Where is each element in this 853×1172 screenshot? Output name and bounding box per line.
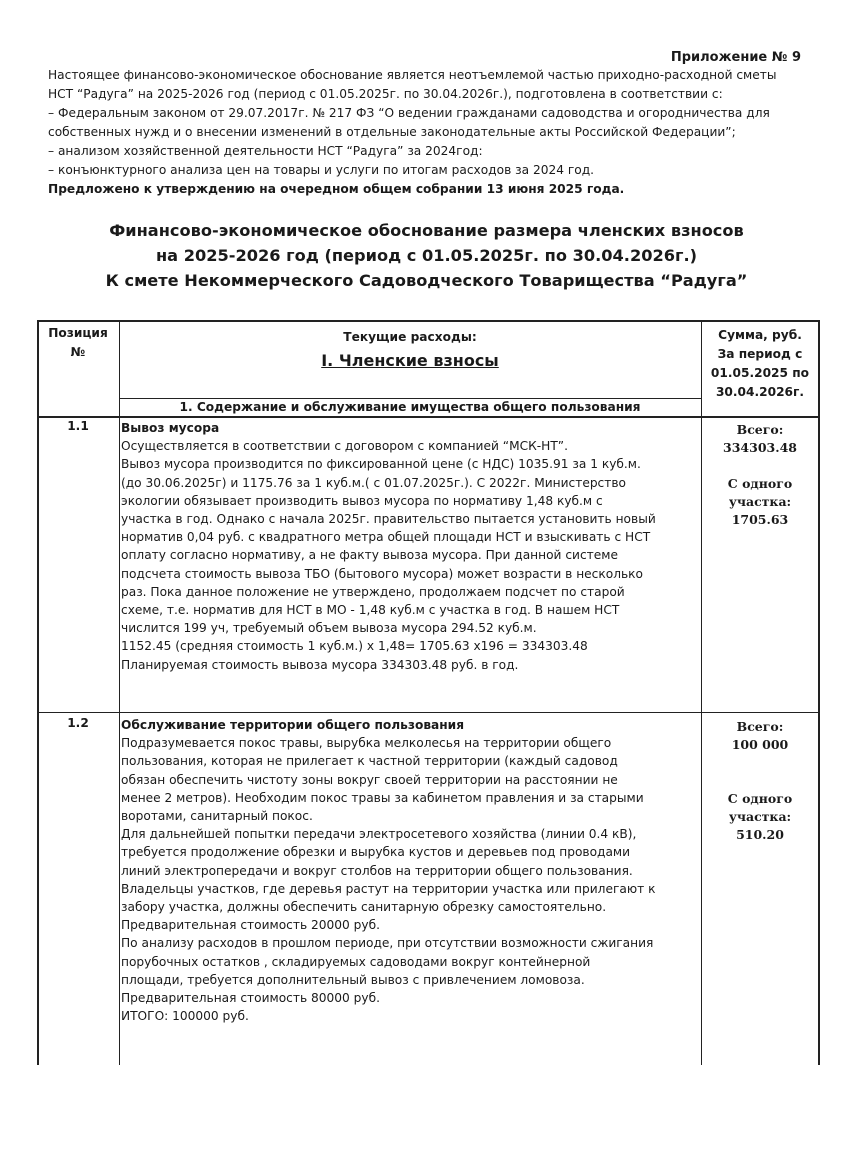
row-sum — [701, 718, 819, 844]
table-header-divider — [119, 398, 701, 399]
row-line: ИТОГО: 100000 руб. — [121, 1009, 249, 1024]
row-line: Предварительная стоимость 20000 руб. — [121, 918, 381, 933]
heading-line-1: Финансово-экономическое обоснование размера членских взносов — [109, 221, 744, 240]
row-line: раз. Пока данное положение не утверждено, продолжаем подсчет по старой — [121, 584, 625, 599]
row-line: норматив 0,04 руб. с квадратного метра общей площади НСТ и взыскивать с НСТ — [121, 530, 651, 545]
appendix-label: Приложение № 9 — [670, 50, 801, 65]
per-plot-value: 510.20 — [736, 827, 784, 842]
intro-line: – конъюнктурного анализа цен на товары и услуги по итогам расходов за 2024 год. — [48, 163, 594, 177]
header-text: За период с — [717, 347, 803, 361]
intro-line: НСТ “Радуга” на 2025-2026 год (период с 01.05.2025г. по 30.04.2026г.), подготовлена в соответствии с: — [48, 87, 723, 101]
row-line: Для дальнейшей попытки передачи электросетевого хозяйства (линии 0.4 кВ), — [121, 827, 637, 842]
row-number: 1.2 — [67, 716, 89, 730]
header-text: Позиция — [48, 326, 108, 340]
row-description — [119, 419, 689, 674]
per-plot-label: С одного — [727, 476, 793, 491]
row-line: подсчета стоимость вывоза ТБО (бытового мусора) может возрасти в несколько — [121, 566, 643, 581]
header-text: 01.05.2025 по — [710, 366, 810, 380]
position-column-header — [37, 324, 119, 362]
intro-line: Настоящее финансово-экономическое обоснование является неотъемлемой частью приходно-расходной сметы — [48, 68, 777, 82]
proposal-line: Предложено к утверждению на очередном общем собрании 13 июня 2025 года. — [48, 182, 625, 196]
row-number: 1.1 — [67, 419, 89, 433]
intro-line: – анализом хозяйственной деятельности НСТ “Радуга” за 2024год: — [48, 144, 483, 158]
row-line: Планируемая стоимость вывоза мусора 334303.48 руб. в год. — [121, 657, 519, 672]
per-plot-value: 1705.63 — [731, 512, 789, 527]
intro-line: собственных нужд и о внесении изменений в отдельные законодательные акты Российской Федерации”; — [48, 125, 736, 139]
row-line: Владельцы участков, где деревья растут на территории участка или прилегают к — [121, 881, 656, 896]
row-line: линий электропередачи и вокруг столбов на территории общего пользования. — [121, 863, 633, 878]
row-line: воротами, санитарный покос. — [121, 809, 313, 824]
current-expenses-header — [119, 328, 701, 372]
row-line: порубочных остатков , складируемых садоводами вокруг контейнерной — [121, 954, 591, 969]
document-heading — [0, 218, 853, 293]
row-sum — [701, 421, 819, 529]
header-text: Текущие расходы: — [343, 330, 477, 344]
row-line: (до 30.06.2025г) и 1175.76 за 1 куб.м.( с 01.07.2025г.). С 2022г. Министерство — [121, 475, 626, 490]
row-line: забору участка, должны обеспечить санитарную обрезку самостоятельно. — [121, 900, 607, 915]
row-line: обязан обеспечить чистоту зоны вокруг своей территории на расстоянии не — [121, 772, 618, 787]
row-title: Обслуживание территории общего пользования — [121, 718, 465, 732]
total-value: 100 000 — [731, 737, 789, 752]
row-line: пользования, которая не прилегает к частной территории (каждый садовод — [121, 754, 618, 769]
expense-table — [37, 320, 819, 1065]
intro-paragraph — [48, 66, 818, 199]
row-line: Осуществляется в соответствии с договором с компанией “МСК-НТ”. — [121, 439, 568, 454]
row-line: схеме, т.е. норматив для НСТ в МО - 1,48 куб.м с участка в год. В нашем НСТ — [121, 603, 620, 618]
row-line: площади, требуется дополнительный вывоз с привлечением ломовоза. — [121, 972, 585, 987]
row-line: Подразумевается покос травы, вырубка мелколесья на территории общего — [121, 736, 612, 751]
section-title: 1. Содержание и обслуживание имущества общего пользования — [179, 400, 641, 414]
sum-column-header — [701, 326, 819, 402]
intro-line: – Федеральным законом от 29.07.2017г. № 217 ФЗ “О ведении гражданами садоводства и огородничества для — [48, 106, 770, 120]
heading-line-3: К смете Некоммерческого Садоводческого Товарищества “Радуга” — [105, 271, 748, 290]
row-line: участка в год. Однако с начала 2025г. правительство пытается установить новый — [121, 512, 656, 527]
row-line: Вывоз мусора производится по фиксированной цене (с НДС) 1035.91 за 1 куб.м. — [121, 457, 641, 472]
total-label: Всего: — [736, 422, 784, 437]
row-line: числится 199 уч, требуемый объем вывоза мусора 294.52 куб.м. — [121, 621, 537, 636]
row-line: экологии обязывает производить вывоз мусора по нормативу 1,48 куб.м с — [121, 493, 603, 508]
total-value: 334303.48 — [723, 440, 797, 455]
row-title: Вывоз мусора — [121, 421, 220, 435]
section-heading: I. Членские взносы — [321, 351, 499, 370]
per-plot-label: участка: — [728, 809, 792, 824]
row-line: Предварительная стоимость 80000 руб. — [121, 991, 381, 1006]
row-description — [119, 716, 689, 1025]
row-line: 1152.45 (средняя стоимость 1 куб.м.) х 1,48= 1705.63 х196 = 334303.48 — [121, 639, 588, 654]
heading-line-2: на 2025-2026 год (период с 01.05.2025г. по 30.04.2026г.) — [155, 246, 698, 265]
per-plot-label: участка: — [728, 494, 792, 509]
row-line: требуется продолжение обрезки и вырубка кустов и деревьев под проводами — [121, 845, 631, 860]
row-line: менее 2 метров). Необходим покос травы за кабинетом правления и за старыми — [121, 790, 644, 805]
header-text: Сумма, руб. — [718, 328, 802, 342]
header-text: 30.04.2026г. — [715, 385, 805, 399]
per-plot-label: С одного — [727, 791, 793, 806]
row-line: По анализу расходов в прошлом периоде, при отсутствии возможности сжигания — [121, 936, 654, 951]
total-label: Всего: — [736, 719, 784, 734]
header-text: № — [70, 345, 86, 359]
row-line: оплату согласно нормативу, а не факту вывоза мусора. При данной системе — [121, 548, 618, 563]
